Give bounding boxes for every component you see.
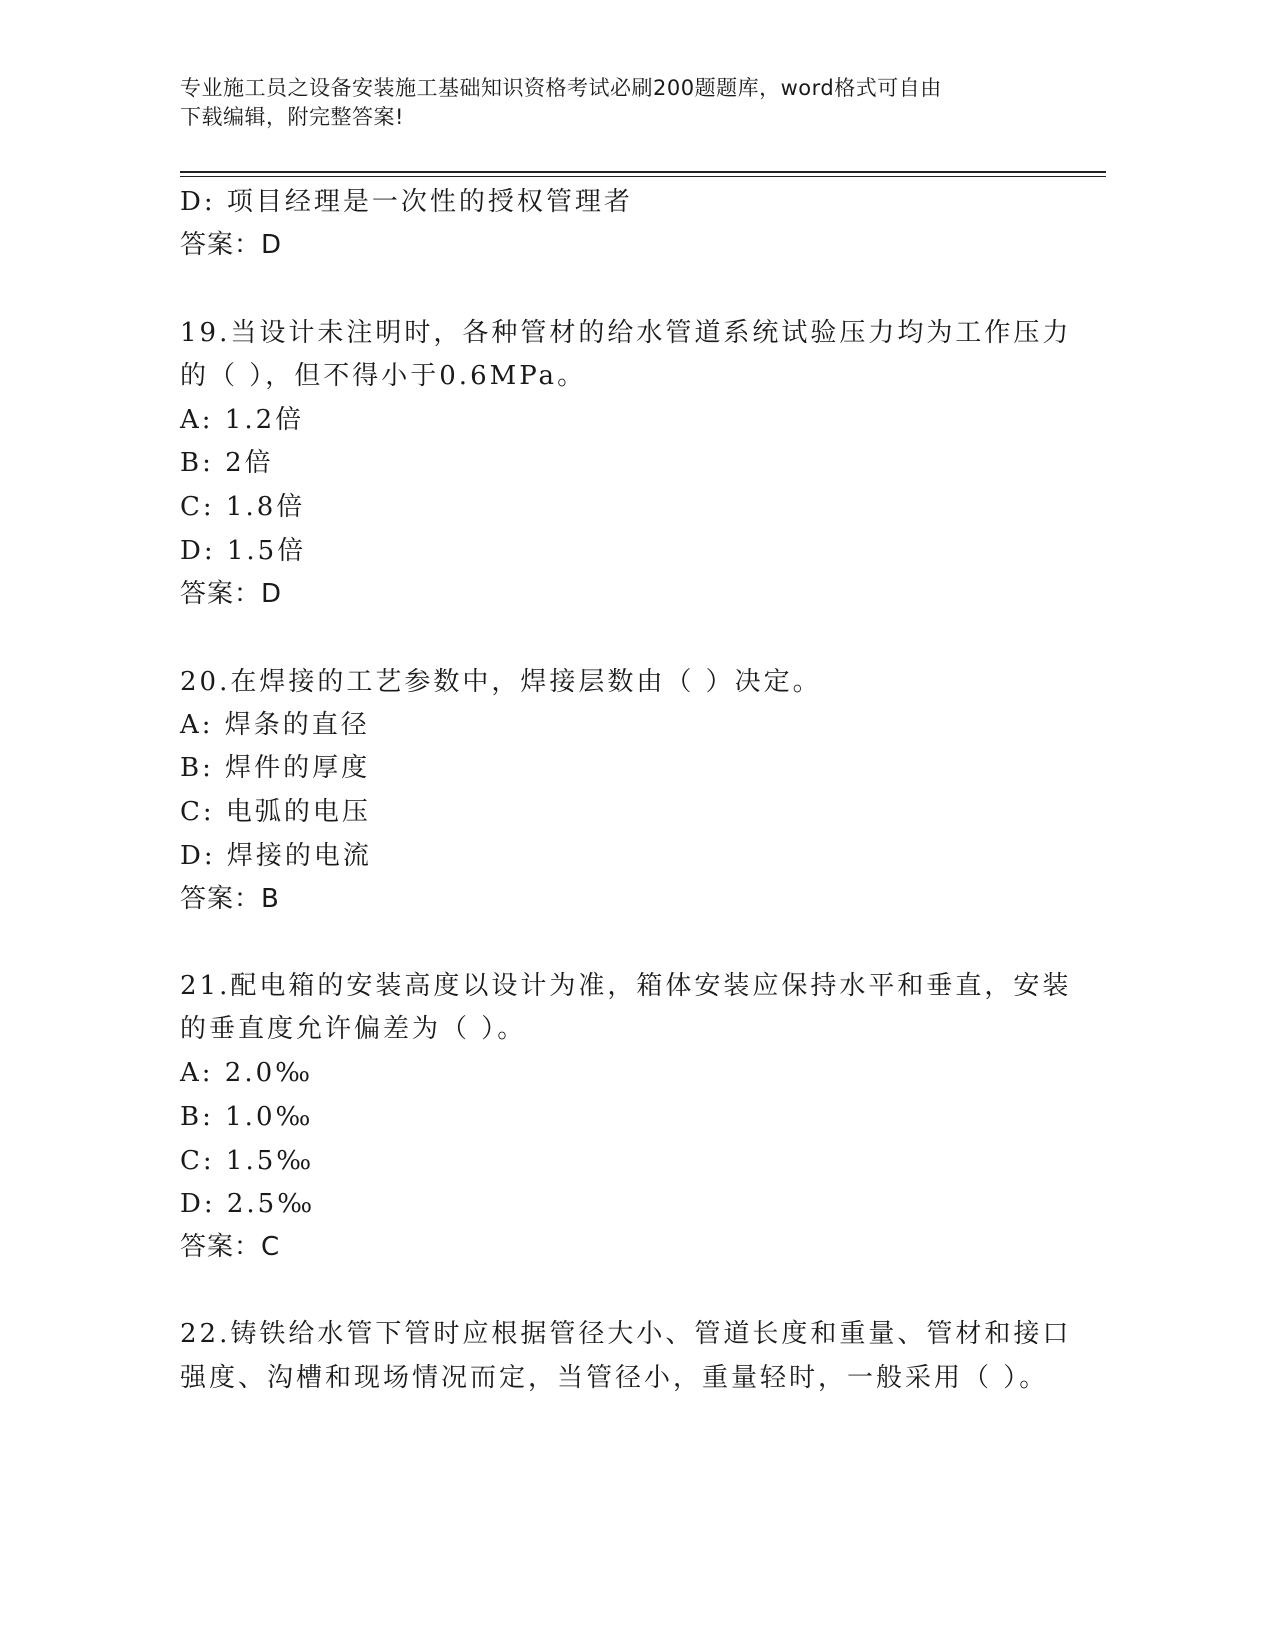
- q19-option-c: C: 1.8倍: [180, 492, 306, 522]
- q21-option-a: A: 2.0‰: [180, 1058, 314, 1088]
- q19-option-d: D: 1.5倍: [180, 536, 307, 566]
- q21-option-c: C: 1.5‰: [180, 1146, 315, 1176]
- q21-stem-line-1: 21.配电箱的安装高度以设计为准，箱体安装应保持水平和垂直，安装: [180, 971, 1072, 1001]
- q19-option-a: A: 1.2倍: [180, 405, 305, 435]
- q19-stem-line-2: 的（ ），但不得小于0.6MPa。: [180, 361, 587, 391]
- q22-stem-line-2: 强度、沟槽和现场情况而定，当管径小，重量轻时，一般采用（ ）。: [180, 1363, 1049, 1393]
- q19-option-b: B: 2倍: [180, 448, 274, 478]
- prev-answer: 答案：D: [180, 230, 283, 260]
- prev-option-d: D: 项目经理是一次性的授权管理者: [180, 187, 633, 217]
- q20-stem-line-1: 20.在焊接的工艺参数中，焊接层数由（ ）决定。: [180, 667, 822, 697]
- q21-option-d: D: 2.5‰: [180, 1189, 316, 1219]
- q20-option-d: D: 焊接的电流: [180, 841, 372, 871]
- q19-answer: 答案：D: [180, 579, 283, 609]
- header-line-2: 下载编辑，附完整答案!: [180, 105, 404, 129]
- header-divider-thin: [180, 176, 1106, 177]
- q21-answer: 答案：C: [180, 1232, 281, 1262]
- q20-option-b: B: 焊件的厚度: [180, 753, 371, 783]
- q22-stem-line-1: 22.铸铁给水管下管时应根据管径大小、管道长度和重量、管材和接口: [180, 1319, 1072, 1349]
- q21-stem-line-2: 的垂直度允许偏差为（ ）。: [180, 1014, 527, 1044]
- q20-option-a: A: 焊条的直径: [180, 710, 370, 740]
- q21-option-b: B: 1.0‰: [180, 1102, 314, 1132]
- page-header: [180, 74, 1060, 132]
- header-divider-thick: [180, 171, 1106, 173]
- q20-answer: 答案：B: [180, 884, 280, 914]
- header-line-1: 专业施工员之设备安装施工基础知识资格考试必刷200题题库，word格式可自由: [180, 76, 942, 100]
- q19-stem-line-1: 19.当设计未注明时，各种管材的给水管道系统试验压力均为工作压力: [180, 318, 1072, 348]
- q20-option-c: C: 电弧的电压: [180, 797, 371, 827]
